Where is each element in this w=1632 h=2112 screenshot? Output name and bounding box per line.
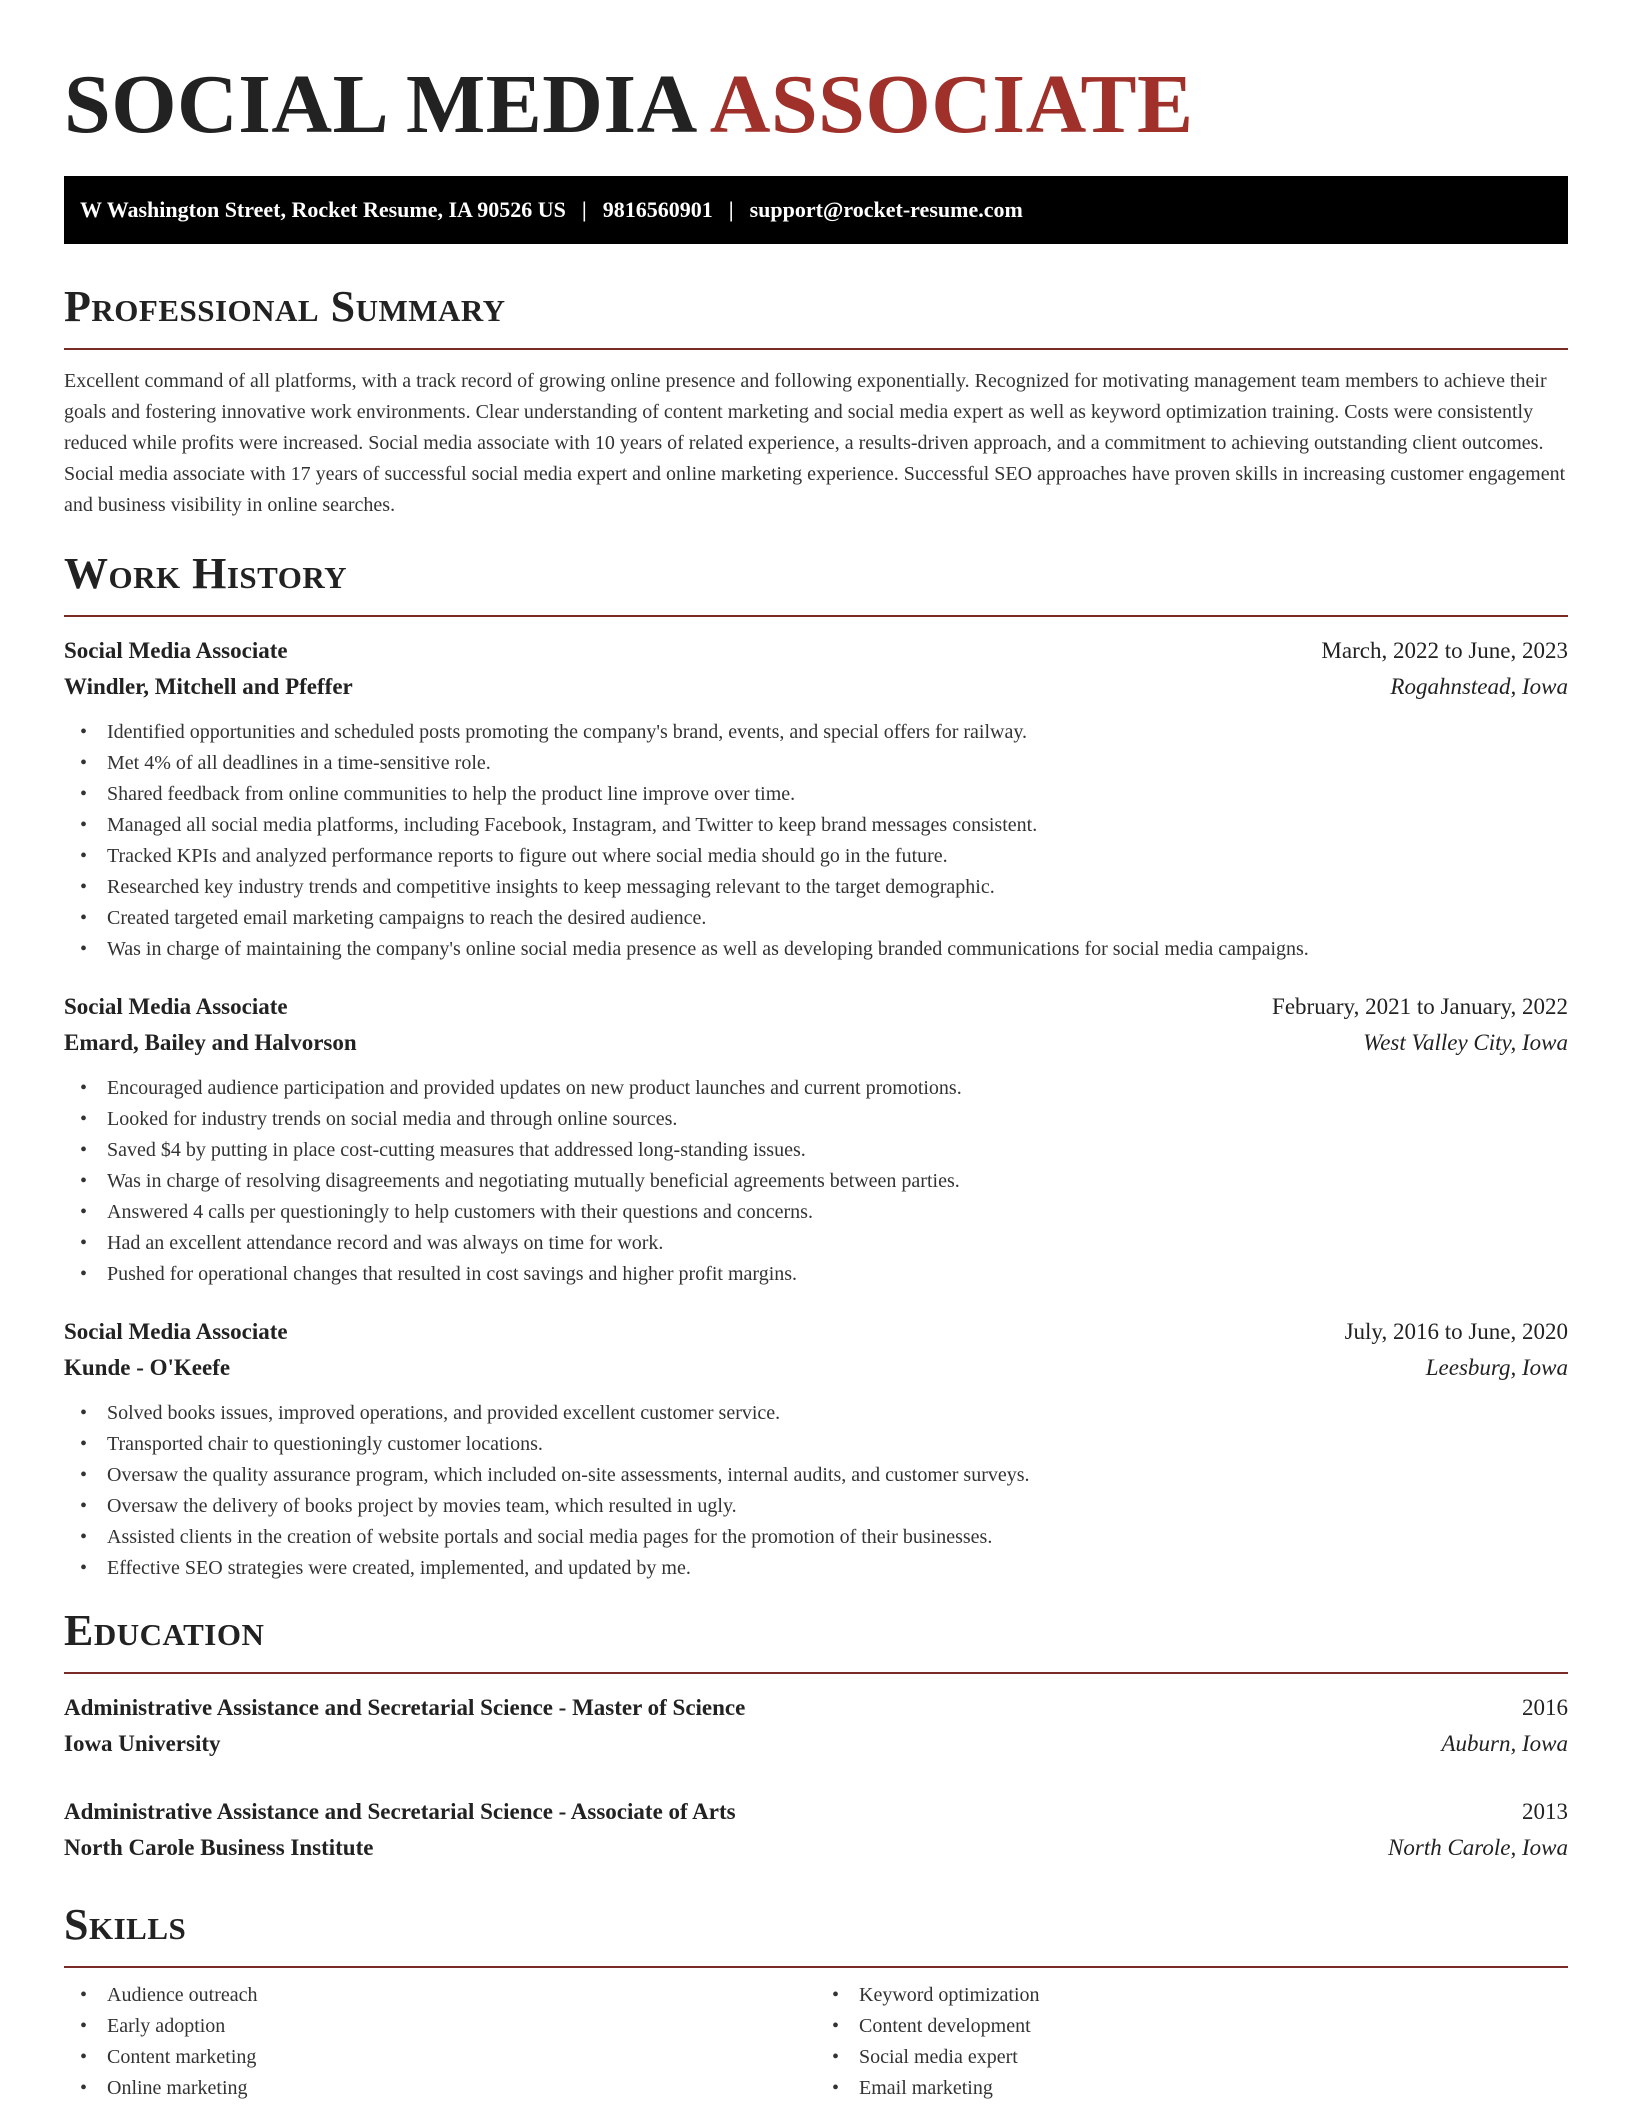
contact-separator: | bbox=[581, 197, 587, 222]
list-item: • Researched key industry trends and competitive insights to keep messaging relevant to the target demographic. bbox=[80, 876, 995, 898]
skills-columns bbox=[64, 1980, 1568, 2104]
skills-section bbox=[64, 1898, 1568, 2104]
contact-phone: 9816560901 bbox=[602, 197, 713, 222]
job-dates: February, 2021 to January, 2022 bbox=[1272, 994, 1568, 1019]
education-entry bbox=[64, 1794, 1568, 1866]
list-item: • Had an excellent attendance record and was always on time for work. bbox=[80, 1232, 664, 1254]
job-entry bbox=[64, 989, 1568, 1290]
education-entry bbox=[64, 1690, 1568, 1762]
skill-item: • Content marketing bbox=[80, 2046, 257, 2068]
contact-bar bbox=[64, 176, 1568, 244]
job-role: Social Media Associate bbox=[64, 638, 288, 663]
job-company-row bbox=[64, 1025, 1568, 1061]
education-year: 2016 bbox=[1522, 1695, 1568, 1720]
job-company: Emard, Bailey and Halvorson bbox=[64, 1030, 357, 1055]
job-header-row bbox=[64, 989, 1568, 1025]
skill-item: • Email marketing bbox=[832, 2077, 993, 2099]
list-item: • Tracked KPIs and analyzed performance reports to figure out where social media should go in the future. bbox=[80, 845, 948, 867]
list-item: • Saved $4 by putting in place cost-cutting measures that addressed long-standing issues. bbox=[80, 1139, 806, 1161]
list-item: • Solved books issues, improved operations, and provided excellent customer service. bbox=[80, 1402, 781, 1424]
list-item: • Transported chair to questioningly customer locations. bbox=[80, 1433, 543, 1455]
job-header-row bbox=[64, 1314, 1568, 1350]
contact-address: W Washington Street, Rocket Resume, IA 90526 US bbox=[80, 197, 566, 222]
education-location: Auburn, Iowa bbox=[1441, 1731, 1568, 1756]
skills-list-left bbox=[64, 1980, 816, 2104]
skill-item: • Audience outreach bbox=[80, 1984, 258, 2006]
job-header-row bbox=[64, 633, 1568, 669]
list-item: • Was in charge of maintaining the company's online social media presence as well as developing branded communications for social media campaigns. bbox=[80, 938, 1309, 960]
section-divider bbox=[64, 1672, 1568, 1674]
job-role: Social Media Associate bbox=[64, 1319, 288, 1344]
resume-title bbox=[64, 0, 1568, 154]
job-location: West Valley City, Iowa bbox=[1363, 1030, 1568, 1055]
education-degree: Administrative Assistance and Secretarial Science - Master of Science bbox=[64, 1695, 746, 1720]
list-item: • Looked for industry trends on social media and through online sources. bbox=[80, 1108, 678, 1130]
job-location: Rogahnstead, Iowa bbox=[1390, 674, 1568, 699]
skills-list-right bbox=[816, 1980, 1568, 2104]
job-company: Kunde - O'Keefe bbox=[64, 1355, 231, 1380]
list-item: • Oversaw the quality assurance program, which included on-site assessments, internal audits, and customer surveys. bbox=[80, 1464, 1030, 1486]
title-accent-part: ASSOCIATE bbox=[709, 58, 1194, 151]
list-item: • Was in charge of resolving disagreements and negotiating mutually beneficial agreements between parties. bbox=[80, 1170, 960, 1192]
job-entry bbox=[64, 633, 1568, 965]
job-location: Leesburg, Iowa bbox=[1425, 1355, 1568, 1380]
list-item: • Created targeted email marketing campaigns to reach the desired audience. bbox=[80, 907, 707, 929]
job-company-row bbox=[64, 1350, 1568, 1386]
job-company-row bbox=[64, 669, 1568, 705]
summary-section bbox=[64, 280, 1568, 521]
list-item: • Shared feedback from online communities to help the product line improve over time. bbox=[80, 783, 796, 805]
section-divider bbox=[64, 615, 1568, 617]
job-entry bbox=[64, 1314, 1568, 1584]
education-school: North Carole Business Institute bbox=[64, 1835, 374, 1860]
list-item: • Identified opportunities and scheduled posts promoting the company's brand, events, and special offers for railway. bbox=[80, 721, 1028, 743]
resume-page bbox=[64, 0, 1568, 2104]
education-degree: Administrative Assistance and Secretarial Science - Associate of Arts bbox=[64, 1799, 736, 1824]
list-item: • Pushed for operational changes that resulted in cost savings and higher profit margins. bbox=[80, 1263, 798, 1285]
list-item: • Managed all social media platforms, including Facebook, Instagram, and Twitter to keep brand messages consistent. bbox=[80, 814, 1038, 836]
education-school-row bbox=[64, 1830, 1568, 1866]
title-first-part: SOCIAL MEDIA bbox=[64, 58, 698, 151]
job-bullets bbox=[64, 717, 1568, 965]
work-history-section bbox=[64, 547, 1568, 1584]
list-item: • Effective SEO strategies were created, implemented, and updated by me. bbox=[80, 1557, 691, 1579]
skill-item: • Keyword optimization bbox=[832, 1984, 1040, 2006]
education-degree-row bbox=[64, 1690, 1568, 1726]
section-title-work-history: Work History bbox=[64, 549, 348, 598]
list-item: • Met 4% of all deadlines in a time-sensitive role. bbox=[80, 752, 491, 774]
job-role: Social Media Associate bbox=[64, 994, 288, 1019]
education-section bbox=[64, 1604, 1568, 1866]
education-degree-row bbox=[64, 1794, 1568, 1830]
list-item: • Oversaw the delivery of books project by movies team, which resulted in ugly. bbox=[80, 1495, 737, 1517]
section-divider bbox=[64, 1966, 1568, 1968]
skill-item: • Online marketing bbox=[80, 2077, 248, 2099]
contact-email: support@rocket-resume.com bbox=[749, 197, 1023, 222]
education-location: North Carole, Iowa bbox=[1388, 1835, 1568, 1860]
skill-item: • Social media expert bbox=[832, 2046, 1018, 2068]
job-bullets bbox=[64, 1073, 1568, 1290]
education-year: 2013 bbox=[1522, 1799, 1568, 1824]
job-bullets bbox=[64, 1398, 1568, 1584]
list-item: • Assisted clients in the creation of website portals and social media pages for the promotion of their businesses. bbox=[80, 1526, 993, 1548]
education-school-row bbox=[64, 1726, 1568, 1762]
list-item: • Encouraged audience participation and provided updates on new product launches and current promotions. bbox=[80, 1077, 962, 1099]
contact-separator: | bbox=[728, 197, 734, 222]
skill-item: • Early adoption bbox=[80, 2015, 226, 2037]
section-title-skills: Skills bbox=[64, 1900, 187, 1949]
section-title-education: Education bbox=[64, 1606, 265, 1655]
skill-item: • Content development bbox=[832, 2015, 1031, 2037]
list-item: • Answered 4 calls per questioningly to help customers with their questions and concerns. bbox=[80, 1201, 813, 1223]
education-school: Iowa University bbox=[64, 1731, 221, 1756]
job-dates: March, 2022 to June, 2023 bbox=[1321, 638, 1568, 663]
job-dates: July, 2016 to June, 2020 bbox=[1344, 1319, 1568, 1344]
job-company: Windler, Mitchell and Pfeffer bbox=[64, 674, 353, 699]
summary-text: Excellent command of all platforms, with a track record of growing online presence and following exponentially. Recognized for motivating management team members to achieve their goals and fostering innovative work environments. Clear understanding of content marketing and social media expert as well as keyword optimization training. Costs were consistently reduced while profits were increased. Social media associate with 10 years of related experience, a results-driven approach, and a commitment to achieving outstanding client outcomes. Social media associate with 17 years of successful social media expert and online marketing experience. Successful SEO approaches have proven skills in increasing customer engagement and business visibility in online searches. bbox=[64, 370, 1566, 516]
section-divider bbox=[64, 348, 1568, 350]
section-title-summary: Professional Summary bbox=[64, 282, 506, 331]
